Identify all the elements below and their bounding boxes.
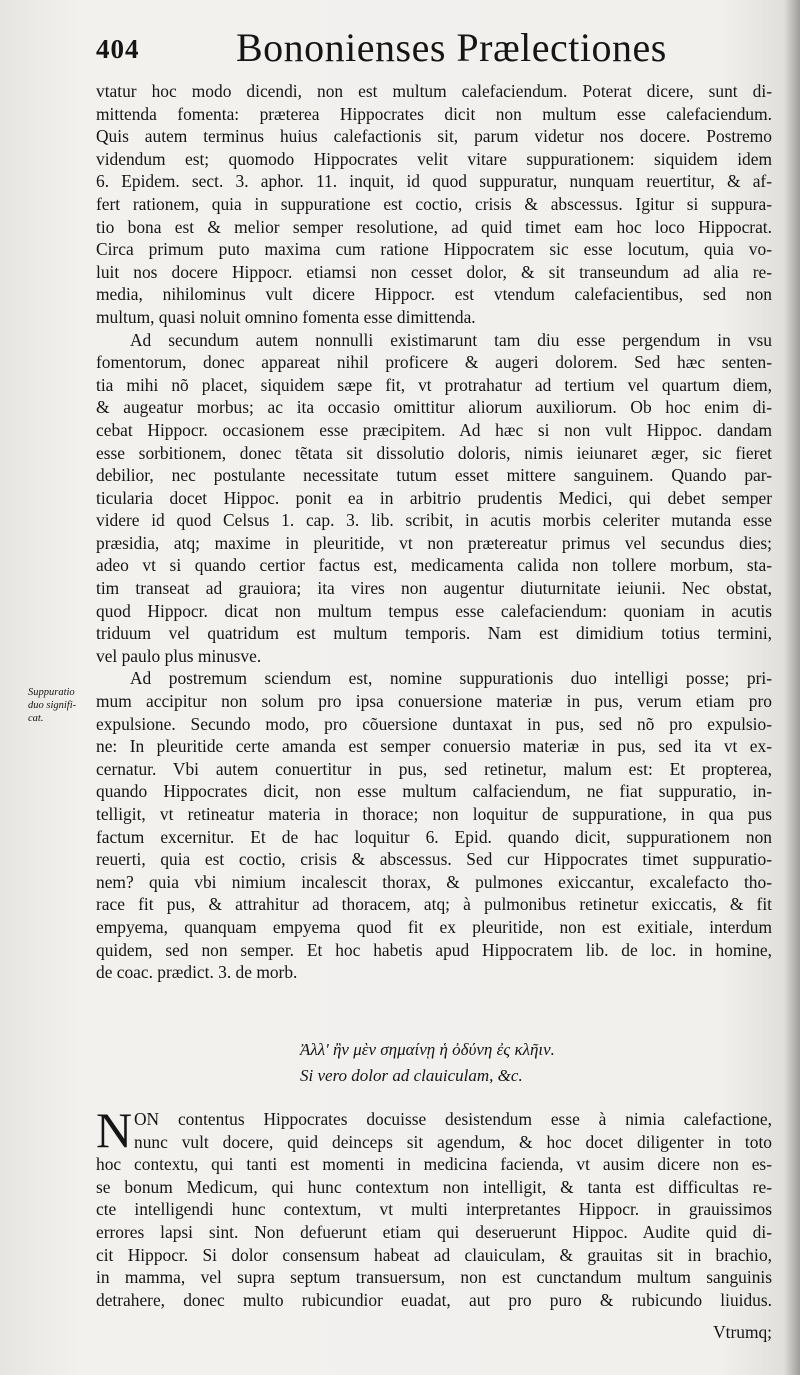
page-number: 404 (96, 34, 140, 64)
text-line: esse sorbitionem, donec tẽtata sit dissolutio doloris, nimis ieiunaret æger, sic fieret (96, 442, 772, 463)
text-line: luit nos docere Hippocr. etiamsi non cesset dolor, & sit transeundum ad alia re- (96, 261, 772, 282)
text-line: fert rationem, quia in suppuratione est coctio, crisis & abscessus. Igitur si suppura- (96, 193, 772, 214)
main-text (96, 80, 772, 984)
running-title: Bononienses Prælectiones (236, 25, 667, 70)
text-line: tia mihi nõ placet, siquidem sæpe fit, vt protrahatur ad tertium vel quartum diem, (96, 374, 772, 395)
text-line: tio bona est & melior semper resolutione, ad quid timet eam hoc loco Hippocrat. (96, 216, 772, 237)
greek-lemma: Ἀλλ' ἢν μὲν σημαίνῃ ἡ ὀδύνη ἐς κλῆιν. (300, 1040, 555, 1059)
text-line: detrahere, donec multo rubicundior euadat, aut pro puro & rubicundo liuidus. (96, 1289, 772, 1310)
paragraph-start: Ad secundum autem nonnulli existimarunt tam diu esse pergendum in vsu (130, 329, 772, 350)
text-line: ON contentus Hippocrates docuisse desistendum esse à nimia calefactione, (134, 1109, 772, 1129)
text-line: se bonum Medicum, qui hunc contextum non intelligit, & tanta est difficultas re- (96, 1176, 772, 1197)
text-line: fomentorum, donec appareat nihil proficere & augeri dolorem. Sed hæc senten- (96, 352, 772, 373)
text-line: videre id quod Celsus 1. cap. 3. lib. scribit, in acutis morbis celeriter mutanda esse (96, 510, 772, 531)
text-line: 6. Epidem. sect. 3. aphor. 11. inquit, id quod suppuratur, nunquam reuertitur, & af- (96, 171, 772, 192)
text-line: hoc contextu, qui tanti est momenti in medicina facienda, vt ausim dicere non es- (96, 1154, 772, 1175)
text-line: ticularia docet Hippoc. ponit ea in arbitrio prudentis Medici, qui debet semper (96, 487, 772, 508)
text-line: cte intelligendi hunc contextum, vt multi interpretantes Hippocr. in grauissimos (96, 1199, 772, 1220)
text-line: quod Hippocr. dicat non multum tempus esse calefaciendum: quoniam in acutis (96, 600, 772, 621)
margin-note-line: duo signifi- (28, 700, 77, 711)
margin-note (28, 686, 94, 725)
text-line: factum excernitur. Et de hac loquitur 6. Epid. quando dicit, suppurationem non (96, 826, 772, 847)
text-line: ne: In pleuritide certe amanda est semper conuersio materiæ in pus, sed ita vt ex- (96, 736, 772, 757)
text-line: vel paulo plus minusve. (96, 645, 262, 666)
text-line: Quis autem terminus huius calefactionis sit, parum videtur nos docere. Postremo (96, 126, 772, 147)
page-header (96, 22, 776, 72)
text-line: tim transeat ad grauiora; ita vires non augentur diuturnitate ieiunii. Nec obstat, (96, 578, 772, 599)
text-line: empyema, quanquam empyema quod fit ex pleuritide, non est exitiale, interdum (96, 916, 772, 937)
page-edge-shadow (784, 0, 800, 1375)
catchword: Vtrumq; (713, 1322, 772, 1342)
text-line: triduum vel quatridum est multum temporis. Nam est dimidium totius termini, (96, 623, 772, 644)
text-line: telligit, vt retineatur materia in thorace; non loquitur de suppuratione, in qua pus (96, 804, 772, 824)
text-line: expulsione. Secundo modo, pro cõuersione duntaxat in pus, sed nõ pro expulsio- (96, 713, 772, 734)
text-line: race fit pus, & attrahitur ad thoracem, atq; à pulmonibus retinetur exiccatis, & fit (96, 894, 772, 915)
text-line: quando Hippocrates dicit, non esse multum calfaciendum, ne fiat suppuratio, in- (96, 781, 772, 802)
text-line: errores lapsi sint. Non defuerunt etiam qui deseruerunt Hippoc. Audite quid di- (96, 1221, 772, 1242)
drop-capital: N (96, 1102, 133, 1158)
main-text-continued (96, 1102, 772, 1311)
latin-lemma: Si vero dolor ad clauiculam, &c. (300, 1066, 523, 1085)
text-line: quidem, sed non semper. Et hoc habetis apud Hippocratem lib. de loc. in homine, (96, 939, 772, 960)
text-line: multum, quasi noluit omnino fomenta esse dimittenda. (96, 306, 476, 327)
text-line: in mamma, vel supra septum transuersum, non est cunctandum multum sanguinis (96, 1267, 772, 1288)
text-line: videndum est; quomodo Hippocrates velit vitare suppurationem: siquidem idem (96, 148, 772, 169)
text-line: vtatur hoc modo dicendi, non est multum calefaciendum. Poterat dicere, sunt di- (96, 81, 772, 101)
text-line: media, nihilominus vult dicere Hippocr. est vtendum calefacientibus, sed non (96, 284, 772, 305)
text-line: cebat Hippocr. occasionem esse præcipitem. Ad hæc si non vult Hippoc. dandam (96, 419, 772, 440)
text-line: reuerti, quia est coctio, crisis & abscessus. Sed cur Hippocrates timet suppuratio- (96, 849, 772, 870)
text-line: mum accipitur non solum pro ipsa conuersione materiæ in pus, verum etiam pro (96, 691, 772, 712)
text-line: cernatur. Vbi autem conuertitur in pus, sed retinetur, malum est: Et propterea, (96, 758, 772, 779)
text-line: de coac. prædict. 3. de morb. (96, 962, 298, 983)
margin-note-line: Suppuratio (28, 687, 75, 698)
text-line: præsidia, atq; maxime in pleuritide, vt non prætereatur primus vel secundus dies; (96, 532, 772, 553)
text-line: nem? quia vbi nimium incalescit thorax, & pulmones exiccantur, excalefacto tho- (96, 871, 772, 892)
text-line: adeo vt si quando certior factus est, medicamenta calida non tollere morbum, sta- (96, 555, 772, 576)
text-line: mittenda fomenta: præterea Hippocrates dicit non multum esse calefaciendum. (96, 103, 772, 124)
paragraph-start: Ad postremum sciendum est, nomine suppurationis duo intelligi posse; pri- (130, 668, 772, 689)
text-line: & augeatur morbus; ac ita occasio omittitur aliorum auxiliorum. Ob hoc enim di- (96, 397, 772, 418)
margin-note-line: cat. (28, 713, 44, 724)
text-line: debilior, nec postulante necessitate tutum esset mittere sanguinem. Quando par- (96, 465, 772, 486)
text-line: Circa primum puto maxima cum ratione Hippocratem sic esse locutum, quia vo- (96, 239, 772, 260)
text-line: nunc vult docere, quid deinceps sit agendum, & hoc docet diligenter in toto (134, 1131, 772, 1152)
text-line: cit Hippocr. Si dolor consensum habeat ad clauiculam, & grauitas sit in brachio, (96, 1244, 772, 1265)
